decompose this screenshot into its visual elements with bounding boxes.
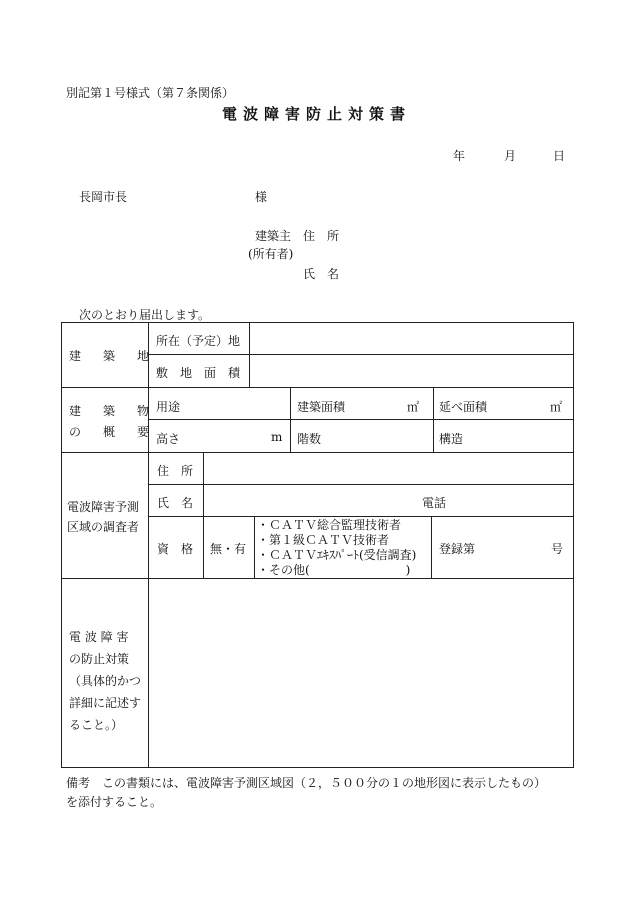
name-label: 氏 名 (303, 267, 340, 281)
site-label: 建 築 地 (69, 349, 155, 363)
footer-note-line2: を添付すること。 (66, 795, 163, 809)
registration-number-unit: 号 (551, 542, 564, 556)
qualification-label: 資 格 (157, 542, 194, 556)
recipient: 長岡市長 (79, 190, 128, 204)
address-label: 住 所 (303, 229, 340, 243)
site-area-field[interactable] (251, 356, 571, 385)
footer-note-line1: 備考 この書類には、電波障害予測区域図（２，５００分の１の地形図に表示したもの） (66, 776, 547, 790)
unit-m: m (271, 430, 283, 444)
document-title: 電波障害防止対策書 (222, 105, 412, 123)
qualification-item[interactable]: ・その他( ) (257, 563, 411, 577)
owner-sub-label: (所有者) (248, 247, 294, 261)
qualification-item[interactable]: ・ＣＡＴＶ総合監理技術者 (257, 518, 402, 532)
measures-label-line: の防止対策 (69, 652, 130, 666)
has-none-selector[interactable]: 無・有 (210, 542, 247, 556)
building-label-1: 建 築 物 (69, 404, 155, 418)
measures-field[interactable] (151, 582, 571, 764)
measures-label-line: （具体的かつ (69, 674, 142, 688)
owner-label: 建築主 (255, 229, 292, 243)
site-location-label: 所在（予定）地 (156, 334, 241, 348)
building-area-label: 建築面積 (297, 400, 346, 414)
investigator-phone-label: 電話 (422, 496, 447, 510)
floors-label: 階数 (297, 432, 322, 446)
height-label: 高さ (156, 432, 181, 446)
investigator-label-1: 電波障害予測 (67, 500, 140, 514)
structure-label: 構造 (439, 432, 464, 446)
measures-label (69, 626, 141, 736)
site-location-field[interactable] (251, 324, 571, 352)
form-reference: 別記第１号様式（第７条関係） (66, 86, 235, 100)
unit-m2-b: ㎡ (550, 400, 563, 414)
measures-label-line: 詳細に記述す (69, 696, 142, 710)
measures-label-line: ること。） (69, 718, 124, 732)
date-year-label: 年 (453, 149, 466, 163)
qualification-item[interactable]: ・第１級ＣＡＴＶ技術者 (257, 533, 390, 547)
total-floor-area-label: 延べ面積 (439, 400, 488, 414)
date-month-label: 月 (504, 149, 517, 163)
recipient-honorific: 様 (255, 190, 268, 204)
building-label-2: の 概 要 (69, 425, 155, 439)
investigator-name-label: 氏 名 (157, 496, 194, 510)
use-label: 用途 (156, 400, 181, 414)
measures-label-line: 電 波 障 害 (69, 630, 129, 644)
form-table (61, 322, 574, 768)
site-area-label: 敷 地 面 積 (156, 366, 241, 380)
qualification-list (257, 518, 416, 578)
investigator-address-label: 住 所 (157, 464, 194, 478)
investigator-label-2: 区域の調査者 (67, 520, 140, 534)
qualification-item[interactable]: ・ＣＡＴＶｴｷｽﾊﾟｰﾄ(受信調査) (257, 548, 417, 562)
registration-label: 登録第 (439, 542, 476, 556)
unit-m2-a: ㎡ (407, 400, 420, 414)
date-day-label: 日 (553, 149, 566, 163)
intro-text: 次のとおり届出します。 (79, 308, 211, 322)
